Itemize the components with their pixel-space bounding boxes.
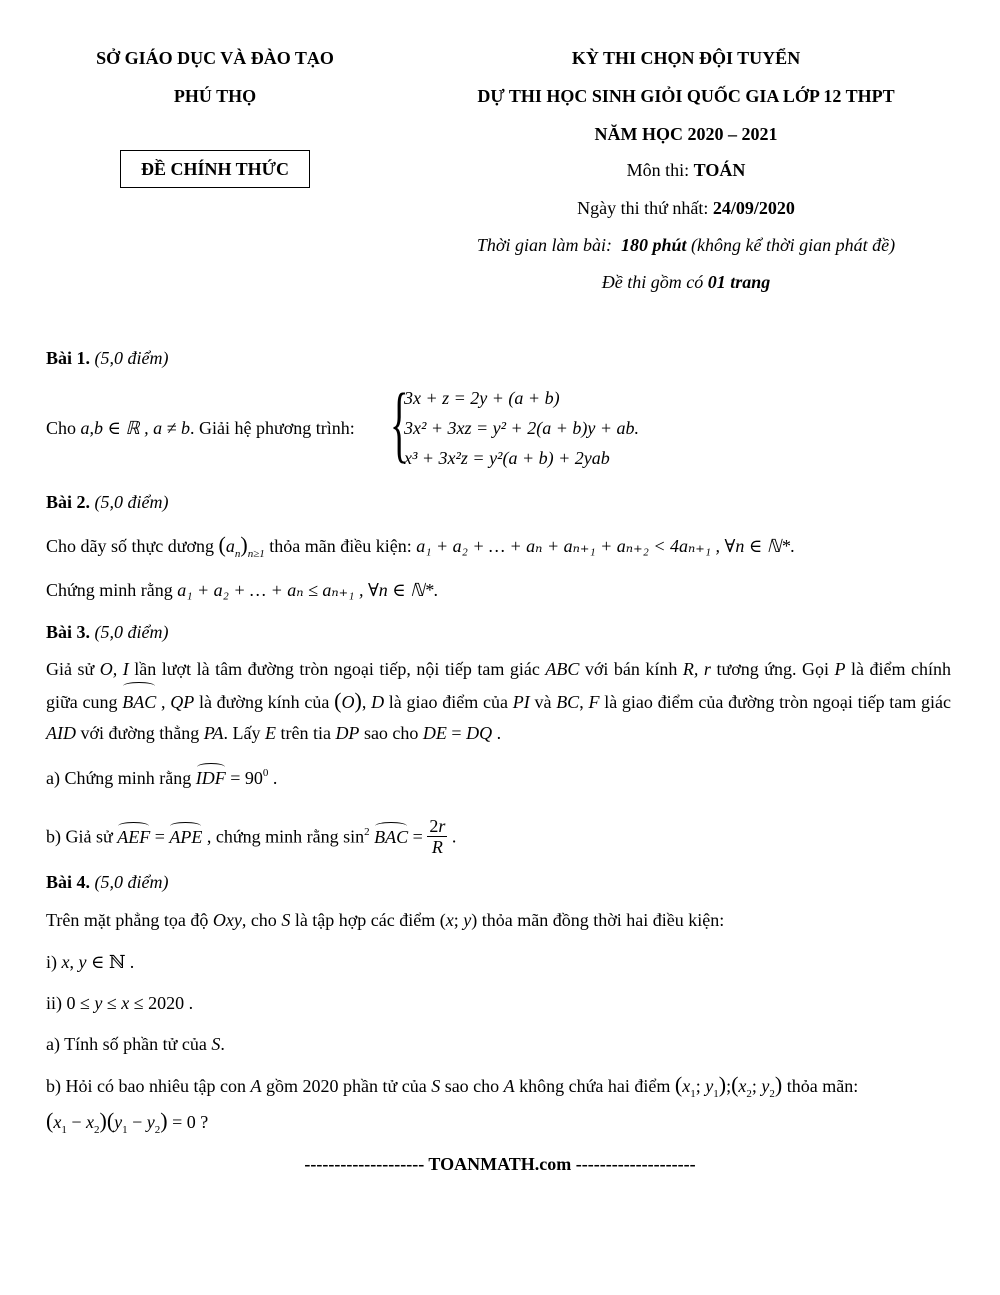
problem-2-condition: Cho dãy số thực dương $(a_n)_{n\ge 1}$ thỏa mãn điều kiện: a₁ + a₂ + … + aₙ + aₙ₊₁ + aₙ₊₂ < 4aₙ₊₁ , ∀n ∈ ℕ*.	[46, 532, 795, 560]
problem-4-part-b: b) Hỏi có bao nhiêu tập con A gồm 2020 phần tử của S sao cho A không chứa hai điểm ($x_1$; $y_1);(x_2$; $y_2$) thỏa mãn:	[46, 1072, 859, 1100]
province-name: PHÚ THỌ	[173, 86, 257, 106]
problem-3-statement: Giả sử O, I lần lượt là tâm đường tròn ngoại tiếp, nội tiếp tam giác ABC với bán kính R, r tương ứng. Gọi P là điểm chính giữa cung BAC , QP là đường kính của (O), D là giao điểm của PI và BC, F là giao điểm của đường tròn ngoại tiếp tam giác AID với đường thẳng PA. Lấy E trên tia DP sao cho DE = DQ .	[46, 659, 952, 743]
equation-2: 3x² + 3xz = y² + 2(a + b)y + ab.	[404, 418, 639, 438]
problem-4-statement: Trên mặt phẳng tọa độ Oxy, cho S là tập hợp các điểm (x; y) thỏa mãn đồng thời hai điều kiện:	[46, 910, 725, 930]
school-year: NĂM HỌC 2020 – 2021	[594, 124, 778, 144]
problem-4-part-b-condition: $(x_1 - x_2)(y_1 - y_2) = 0$ ?	[46, 1108, 209, 1136]
exam-duration: Thời gian làm bài: 180 phút (không kể thời gian phát đề)	[476, 235, 896, 255]
equation-3: x³ + 3x²z = y²(a + b) + 2yab	[404, 448, 610, 468]
exam-subject: Môn thi: TOÁN	[626, 160, 746, 180]
problem-3-title: Bài 3. (5,0 điểm)	[46, 622, 169, 642]
department-name: SỞ GIÁO DỤC VÀ ĐÀO TẠO	[96, 48, 334, 68]
exam-date: Ngày thi thứ nhất: 24/09/2020	[577, 198, 795, 218]
exam-subtitle: DỰ THI HỌC SINH GIỎI QUỐC GIA LỚP 12 THPT	[477, 86, 895, 106]
problem-2-claim: Chứng minh rằng a₁ + a₂ + … + aₙ ≤ aₙ₊₁ , ∀n ∈ ℕ*.	[46, 580, 439, 600]
problem-1-title: Bài 1. (5,0 điểm)	[46, 348, 169, 368]
problem-1-statement: Cho a,b ∈ ℝ , a ≠ b. Giải hệ phương trình:	[46, 418, 355, 438]
problem-4-condition-i: i) x, y ∈ ℕ .	[46, 952, 135, 972]
system-brace: {	[390, 375, 409, 471]
exam-pages: Đề thi gồm có 01 trang	[601, 272, 771, 292]
problem-4-title: Bài 4. (5,0 điểm)	[46, 872, 169, 892]
equation-1: 3x + z = 2y + (a + b)	[404, 388, 560, 408]
problem-4-condition-ii: ii) 0 ≤ y ≤ x ≤ 2020 .	[46, 993, 194, 1013]
problem-3-part-b: b) Giả sử AEF = APE , chứng minh rằng $\sin^2$ BAC = $\frac{2r}{R}$ .	[46, 816, 457, 857]
problem-2-title: Bài 2. (5,0 điểm)	[46, 492, 169, 512]
problem-4-part-a: a) Tính số phần tử của S.	[46, 1034, 225, 1054]
exam-name: KỲ THI CHỌN ĐỘI TUYỂN	[571, 48, 801, 68]
footer-watermark: -------------------- TOANMATH.com --------------------	[304, 1154, 696, 1174]
official-label: ĐỀ CHÍNH THỨC	[120, 150, 310, 188]
problem-3-part-a: a) Chứng minh rằng IDF = $90^0$ .	[46, 767, 278, 788]
